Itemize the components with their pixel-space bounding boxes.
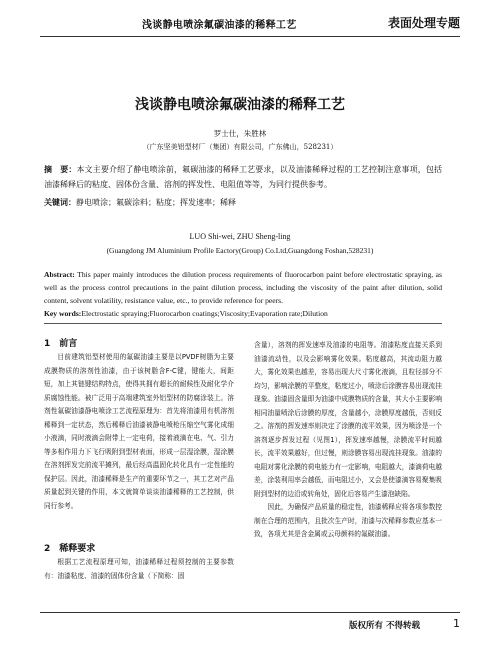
keywords-cn-text: 静电喷涂；氟碳涂料；粘度；挥发速率；稀释 — [76, 198, 236, 207]
keywords-cn-label: 关键词： — [44, 198, 76, 207]
page-footer — [40, 612, 460, 637]
section-1-heading: 1 前言 — [44, 339, 78, 349]
running-title: 浅谈静电喷涂氟碳油漆的稀释工艺 — [142, 20, 297, 31]
paragraph: 因此，为确保产品质量的稳定性，油漆稀释应将各项参数控制在合理的范围内，且批次生产时，油漆与次稀释参数应基本一致，各项尤其是含金属或云母颜料的氟碳油漆。 — [254, 503, 442, 538]
copyright-note: 版权所有 不得转载 — [349, 621, 420, 631]
abstract-en-text: This paper mainly introduces the dilution process requirements of fluorocarbon paint before electrostatic spraying, as well as the process control precautions in the paint dilution process, including the viscosity of the paint after dilution, solid content, solvent volatility, resistance value, etc., to provide reference for peers. — [44, 270, 442, 305]
abstract-cn-text: 本文主要介绍了静电喷涂前，氟碳油漆的稀释工艺要求，以及油漆稀释过程的工艺控制注意事项，包括油漆稀释后的粘度、固体份含量、溶剂的挥发性、电阻值等等，为同行提供参考。 — [44, 165, 442, 189]
affiliation: （广东坚美铝型材厂（集团）有限公司，广东佛山，528231） — [142, 143, 338, 151]
section-2-heading: 2 稀释要求 — [44, 544, 96, 554]
abstract-en-label: Abstract: — [44, 270, 75, 279]
page-number: 1 — [453, 617, 460, 630]
paragraph: 含量），溶剂的挥发速率及油漆的电阻等。油漆粘度直接关系到油漆流动性，以及会影响雾化效果。粘度越高，其流动阻力越大，雾化效果也越差，容易出现大尺寸雾化液滴，且粒径部分不均匀，影响涂膜的平整度，粘度过小，喷涂后涂膜容易出现流挂现象。油漆固含量即为油漆中成膜物质的含量，其大小主要影响相同油量喷涂后涂膜的厚度，含量越小，涂膜厚度越低，否则反之。溶剂的挥发速率则决定了涂膜的流平效果，因为喷涂是一个溶剂逐步挥发过程（见图1），挥发速率越慢，涂膜流平时间越长，流平效果越好，但过慢，则涂膜容易出现流挂现象。油漆的电阻对雾化涂膜的荷电能力有一定影响，电阻越大，漆滴荷电越差，涂装利用率会越低，而电阻过小，又会是使漆滴容易聚集吸附到型材的边沿或转角处，固化后容易产生漆泡缺陷。 — [254, 341, 442, 498]
authors: 罗士仕，朱胜林 — [213, 129, 267, 138]
keywords-en-text: Electrostatic spraying;Fluorocarbon coatings;Viscosity;Evaporation rate;Dilution — [81, 309, 328, 318]
abstract-cn — [44, 162, 442, 192]
paragraph: 目前建筑铝型材使用的氟碳油漆主要是以PVDF树脂为主要成膜物质的溶剂性油漆，由于该树脂含F-C键，键能大，间距短，加上其链键结构特点，使得其拥有超长的耐候性及耐化学介质腐蚀性能。被广泛用于高端建筑室外铝型材的防腐涂装上。溶剂性氟碳油漆静电喷涂工艺流程原理为：首先将油漆用有机溶剂稀释到一定状态，然后稀释后油漆被静电喷枪压缩空气雾化成细小液滴，同时液滴会附带上一定电荷，接着液滴在电、气、引力等多相作用力下飞行吸附到型材表面，形成一层湿涂膜，湿涂膜在溶剂挥发完前流平摊列，最后经高温固化转化具有一定性能的保护层。因此，油漆稀释是生产的重要环节之一，其工艺对产品质量起到关键的作用，本文就简单谈谈油漆稀释的工艺控制，供同行参考。 — [44, 353, 234, 510]
page-header — [40, 14, 460, 37]
keywords-en — [44, 308, 442, 320]
section-1-text — [44, 351, 234, 513]
abstract-cn-label: 摘 要： — [44, 165, 77, 174]
keywords-en-label: Key words: — [44, 309, 82, 318]
article-title: 浅谈静电喷涂氟碳油漆的稀释工艺 — [135, 97, 345, 113]
paragraph: 根据工艺流程原理可知，油漆稀释过程须控制的主要参数有：油漆粘度、油漆的固体份含量（下简称：固 — [44, 558, 234, 580]
right-column-text — [254, 339, 442, 542]
divider — [44, 323, 442, 324]
keywords-cn — [44, 195, 442, 210]
affiliation-en: (Guangdong JM Aluminium Profile Eactory(Group) Co.Ltd,Guangdong Foshan,528231) — [106, 246, 374, 255]
abstract-en — [44, 269, 442, 307]
column-name: 表面处理专题 — [387, 16, 460, 30]
section-2-text — [44, 556, 234, 583]
authors-en: LUO Shi-wei, ZHU Sheng-ling — [189, 232, 291, 241]
